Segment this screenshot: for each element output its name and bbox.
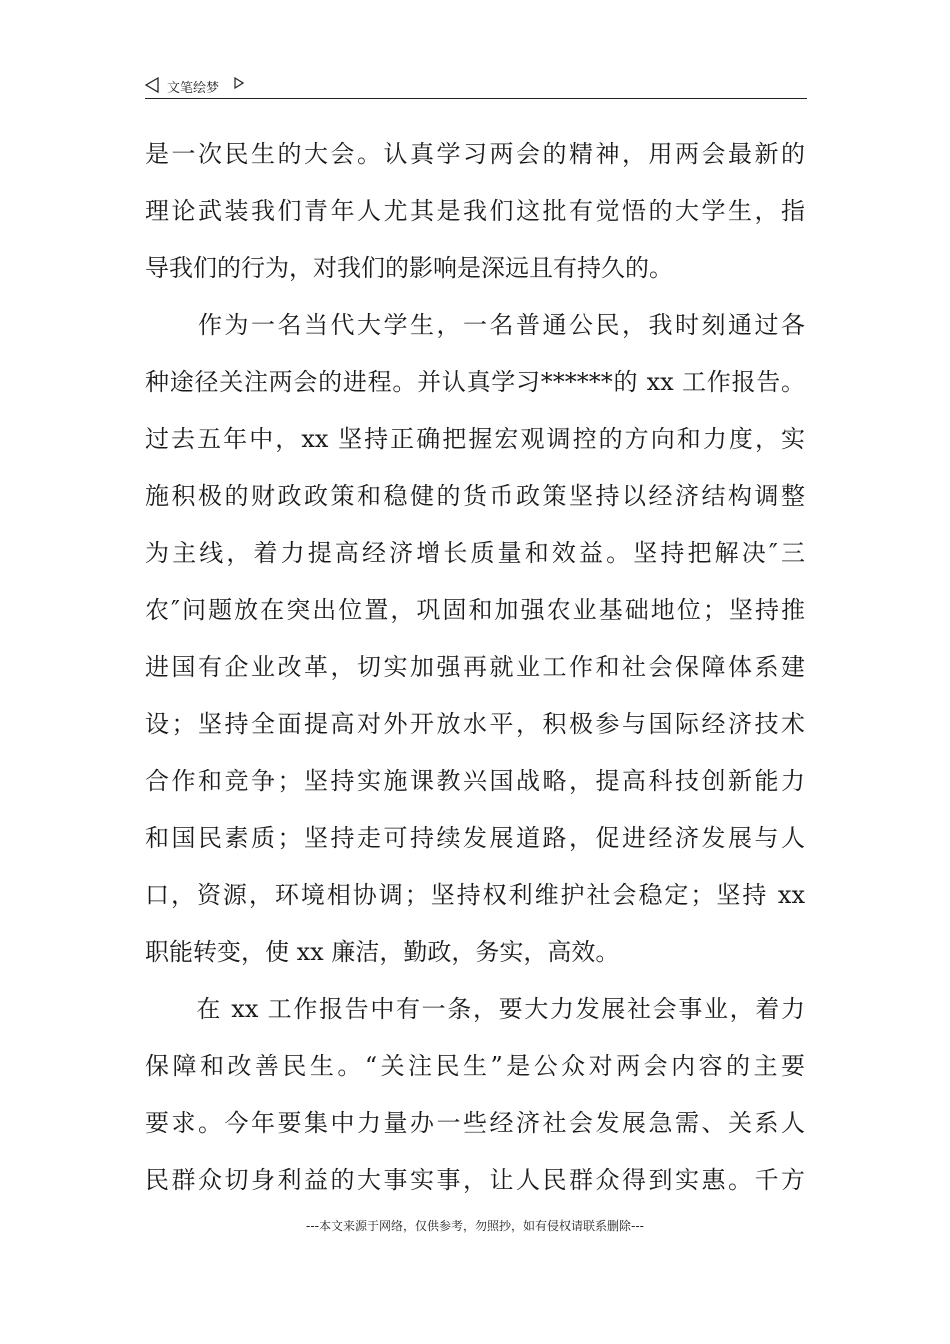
- text-line: 保障和改善民生。“关注民生”是公众对两会内容的主要: [145, 1052, 805, 1080]
- text-line: 理论武装我们青年人尤其是我们这批有觉悟的大学生，指: [145, 197, 805, 225]
- text-line: 和国民素质；坚持走可持续发展道路，促进经济发展与人: [145, 824, 805, 852]
- paragraph-1: [145, 126, 805, 297]
- text-line: 合作和竞争；坚持实施课教兴国战略，提高科技创新能力: [145, 767, 805, 795]
- text-line: 在 xx 工作报告中有一条，要大力发展社会事业，着力: [145, 995, 805, 1023]
- text-line: 作为一名当代大学生，一名普通公民，我时刻通过各: [145, 311, 805, 339]
- triangle-right-icon: [234, 77, 244, 89]
- paragraph-2: [145, 297, 805, 981]
- footer-notice: ---本文来源于网络，仅供参考，勿照抄，如有侵权请联系删除---: [306, 1219, 644, 1233]
- text-line: 民群众切身利益的大事实事，让人民群众得到实惠。千方: [145, 1166, 805, 1194]
- document-body: [145, 126, 805, 1209]
- text-line: 职能转变，使 xx 廉洁，勤政，务实，高效。: [145, 938, 620, 966]
- paragraph-3: [145, 981, 805, 1209]
- text-line: 施积极的财政政策和稳健的货币政策坚持以经济结构调整: [145, 482, 805, 510]
- text-line: 为主线，着力提高经济增长质量和效益。坚持把解决″三: [145, 539, 805, 567]
- header-brand: 文笔绘梦: [167, 81, 220, 96]
- page-header: [145, 74, 807, 99]
- text-line: 进国有企业改革，切实加强再就业工作和社会保障体系建: [145, 653, 805, 681]
- text-line: 设；坚持全面提高对外开放水平，积极参与国际经济技术: [145, 710, 805, 738]
- triangle-left-icon: [145, 77, 159, 93]
- text-line: 口，资源，环境相协调；坚持权利维护社会稳定；坚持 xx: [145, 881, 805, 909]
- text-line: 过去五年中，xx 坚持正确把握宏观调控的方向和力度，实: [145, 425, 805, 453]
- text-line: 是一次民生的大会。认真学习两会的精神，用两会最新的: [145, 140, 805, 168]
- text-line: 农″问题放在突出位置，巩固和加强农业基础地位；坚持推: [145, 596, 805, 624]
- text-line: 导我们的行为，对我们的影响是深远且有持久的。: [145, 254, 673, 282]
- text-line: 要求。今年要集中力量办一些经济社会发展急需、关系人: [145, 1109, 805, 1137]
- text-line: 种途径关注两会的进程。并认真学习******的 xx 工作报告。: [145, 368, 805, 396]
